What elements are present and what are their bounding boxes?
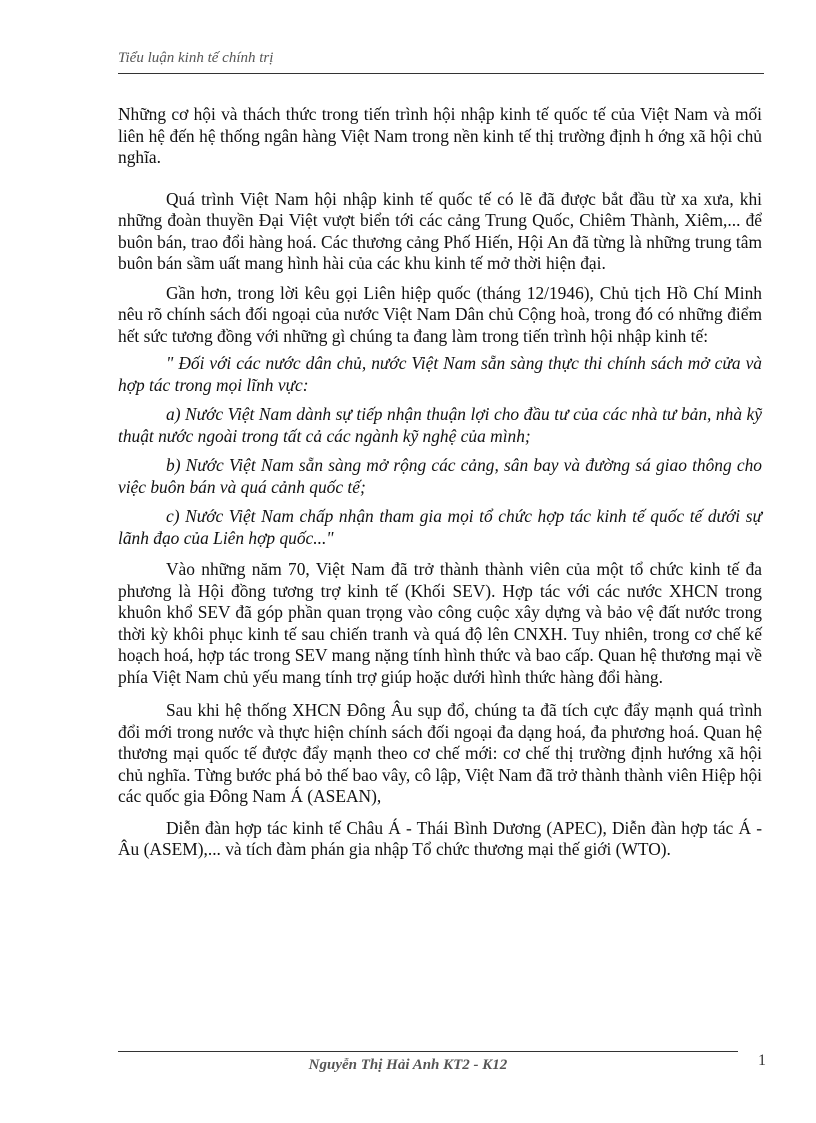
paragraph-renovation: Sau khi hệ thống XHCN Đông Âu sụp đổ, chúng ta đã tích cực đẩy mạnh quá trình đổi mới trong nước và thực hiện chính sách đối ngoại đa dạng hoá, đa phương hoá. Quan hệ thương mại quốc tế được đẩy mạnh theo cơ chế mới: cơ chế thị trường định hướng xã hội chủ nghĩa. Từng bước phá bỏ thế bao vây, cô lập, Việt Nam đã trở thành thành viên Hiệp hội các quốc gia Đông Nam Á (ASEAN), bbox=[118, 700, 762, 806]
paragraph-apec-wto: Diễn đàn hợp tác kinh tế Châu Á - Thái Bình Dương (APEC), Diễn đàn hợp tác Á - Âu (ASEM),... và tích đàm phán gia nhập Tổ chức thương mại thế giới (WTO). bbox=[118, 817, 762, 859]
header-title: Tiểu luận kinh tế chính trị bbox=[118, 50, 274, 66]
section-heading: Những cơ hội và thách thức trong tiến trình hội nhập kinh tế quốc tế của Việt Nam và mối liên hệ đến hệ thống ngân hàng Việt Nam trong nền kinh tế thị trường định h ớng xã hội chủ nghĩa. bbox=[118, 104, 762, 167]
footer-divider bbox=[118, 1051, 738, 1052]
paragraph-ho-chi-minh-appeal: Gần hơn, trong lời kêu gọi Liên hiệp quốc (tháng 12/1946), Chủ tịch Hồ Chí Minh nêu rõ chính sách đối ngoại của nước Việt Nam Dân chủ Cộng hoà, trong đó có những điểm hết sức tương đồng với những gì chúng ta đang làm trong tiến trình hội nhập kinh tế: bbox=[118, 282, 762, 346]
quote-item-a: a) Nước Việt Nam dành sự tiếp nhận thuận lợi cho đầu tư của các nhà tư bản, nhà kỹ thuật nước ngoài trong tất cả các ngành kỹ nghệ của mình; bbox=[118, 404, 762, 446]
footer-author: Nguyễn Thị Hải Anh KT2 - K12 bbox=[308, 1057, 508, 1073]
quote-item-c: c) Nước Việt Nam chấp nhận tham gia mọi tổ chức hợp tác kinh tế quốc tế dưới sự lãnh đạo của Liên hợp quốc..." bbox=[118, 506, 762, 548]
page-number: 1 bbox=[758, 1052, 766, 1069]
document-body bbox=[118, 104, 762, 861]
quote-item-b: b) Nước Việt Nam sẵn sàng mở rộng các cảng, sân bay và đường sá giao thông cho việc buôn bán và quá cảnh quốc tế; bbox=[118, 455, 762, 497]
paragraph-history: Quá trình Việt Nam hội nhập kinh tế quốc tế có lẽ đã được bắt đầu từ xa xưa, khi những đoàn thuyền Đại Việt vượt biển tới các cảng Trung Quốc, Chiêm Thành, Xiêm,... để buôn bán, trao đổi hàng hoá. Các thương cảng Phố Hiến, Hội An đã từng là những trung tâm buôn bán sầm uất mang hình hài của các khu kinh tế mở thời hiện đại. bbox=[118, 188, 762, 273]
paragraph-sev: Vào những năm 70, Việt Nam đã trở thành thành viên của một tổ chức kinh tế đa phương là Hội đồng tương trợ kinh tế (Khối SEV). Hợp tác với các nước XHCN trong khuôn khổ SEV đã góp phần quan trọng vào công cuộc xây dựng và bảo vệ đất nước trong thời kỳ khôi phục kinh tế sau chiến tranh và quá độ lên CNXH. Tuy nhiên, trong cơ chế kế hoạch hoá, hợp tác trong SEV mang nặng tính hình thức và bao cấp. Quan hệ thương mại về phía Việt Nam chủ yếu mang tính trợ giúp hoặc dưới hình thức hàng đổi hàng. bbox=[118, 559, 762, 687]
quote-intro: " Đối với các nước dân chủ, nước Việt Nam sẵn sàng thực thi chính sách mở cửa và hợp tác trong mọi lĩnh vực: bbox=[118, 353, 762, 395]
header-divider bbox=[118, 73, 764, 74]
